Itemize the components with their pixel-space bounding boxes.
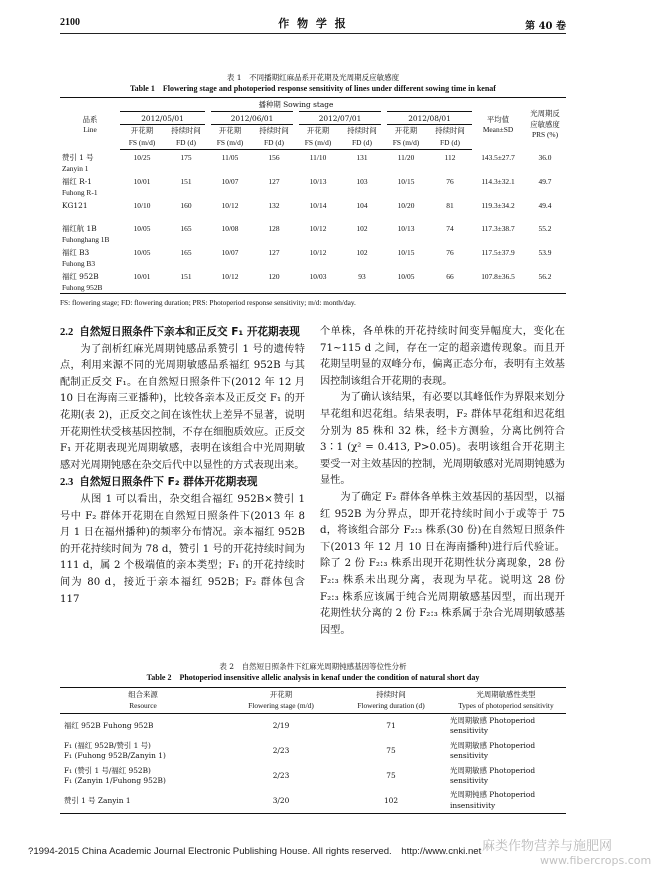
table2-cell-type: 光周期敏感 Photoperiod sensitivity: [450, 715, 536, 736]
table1-sub-fs-en: FS (m/d): [296, 137, 340, 150]
table1-cell-prs: 53.9: [538, 247, 552, 257]
table2-row: [60, 789, 566, 814]
table2-header-fd: 持续时间: [336, 688, 446, 701]
section-2-3-heading: 2.3 自然短日照条件下 F₂ 群体开花期表现: [60, 476, 258, 489]
table1-cell-fd: 76: [446, 247, 454, 257]
table2-cell-type: 光周期钝感 Photoperiod insensitivity: [446, 789, 566, 814]
table1-cell-fs: 10/07: [221, 247, 239, 257]
page-header: [60, 14, 566, 32]
table1-cell-fd: 132: [268, 200, 280, 210]
table1-sub-fd-en: FD (d): [340, 137, 384, 150]
table1-cell-fd: 151: [180, 176, 192, 186]
watermark-text: 麻类作物营养与施肥网: [482, 839, 613, 854]
table1-caption: [60, 72, 566, 94]
header-rule: [60, 33, 566, 34]
left-column: [60, 324, 305, 608]
table1-sub-fs-en: FS (m/d): [208, 137, 252, 150]
table1-cell-fs: 11/10: [309, 153, 327, 162]
table2-cell-fd: 102: [336, 789, 446, 814]
table1-cell-fs: 10/07: [221, 176, 239, 186]
table2-row: [60, 764, 566, 789]
table2-header-resource: 组合来源: [60, 688, 226, 701]
table1-cell-fd: 102: [356, 223, 368, 233]
table1-cell-fs: 10/12: [309, 247, 327, 257]
table2-header-fs: 开花期: [226, 688, 336, 701]
table1-row: [60, 198, 566, 221]
table1-cell-fs: 10/25: [133, 153, 151, 162]
table1-cell-fs: 10/12: [221, 271, 239, 281]
table1-cell-fs: 10/13: [397, 223, 415, 233]
table2-cell-type: 光周期敏感 Photoperiod sensitivity: [450, 765, 536, 785]
table1-cell-fd: 160: [180, 200, 192, 210]
table1-line-name: 福红 952B Fuhong 952B: [62, 271, 103, 292]
section-2-3-paragraph: 从图 1 可以看出，杂交组合福红 952B×赞引 1 号中 F₂ 群体开花期在自然短日照条件下(2013 年 8 月 1 日在福州播种)的频率分布情况。亲本福红 952B 的开花持续时间为 78 d，赞引 1 号的开花持续时间为 111 d，属 2 个极端值的亲本类型；F₁ 的开花持续时间为 80 d，接近于亲本福红 952B；F₂ 群体包含 117: [60, 493, 305, 605]
site-watermark: [482, 840, 651, 867]
table2-resource: F₁ (赞引 1 号/福红 952B) F₁ (Zanyin 1/Fuhong 952B): [64, 765, 166, 785]
table1-cell-mean: 117.3±38.7: [481, 223, 515, 233]
table2-cell-fs: 2/19: [272, 721, 290, 730]
table1-sub-fd-cn: 持续时间: [435, 126, 465, 135]
table1-sub-fd-en: FD (d): [252, 137, 296, 150]
table1-sub-fs-en: FS (m/d): [384, 137, 428, 150]
table1-cell-prs: 49.7: [538, 176, 552, 186]
table1-cell-fd: 120: [268, 271, 280, 281]
table2-resource: 福红 952B Fuhong 952B: [64, 721, 154, 730]
journal-name: 作 物 学 报: [278, 17, 348, 30]
table1-cell-fs: 10/14: [309, 200, 327, 210]
page-number: 2100: [60, 17, 80, 28]
table1-cell-fs: 11/20: [397, 153, 415, 162]
table1-cell-fd: 112: [444, 153, 456, 162]
table2-cell-fs: 2/23: [272, 770, 290, 780]
table2-cell-fs: 2/23: [272, 745, 290, 755]
table1-cell-fs: 10/20: [397, 200, 415, 210]
table1-sub-fd-cn: 持续时间: [171, 126, 201, 135]
table1-cell-fd: 66: [446, 271, 454, 281]
table1-cell-fd: 103: [356, 176, 368, 186]
table1-cell-fd: 104: [356, 200, 368, 210]
table2-row: [60, 714, 566, 739]
table1-cell-fs: 10/15: [397, 247, 415, 257]
table1-date-3: 2012/07/01: [296, 112, 384, 125]
table1-cell-fs: 10/12: [309, 223, 327, 233]
table1-header-sowing: 播种期 Sowing stage: [120, 98, 472, 112]
table2: [60, 687, 566, 814]
table1-sub-fs-cn: 开花期: [394, 126, 418, 135]
volume-label: 第 40 卷: [525, 21, 566, 32]
table1-cell-fs: 10/01: [133, 271, 151, 281]
table1-sub-fs-cn: 开花期: [130, 126, 154, 135]
table2-header-type-en: Types of photoperiod sensitivity: [446, 701, 566, 714]
table1-cell-fd: 128: [268, 223, 280, 233]
table2-cell-fd: 71: [386, 721, 396, 730]
section-2-2-heading: 2.2 自然短日照条件下亲本和正反交 F₁ 开花期表现: [60, 326, 300, 338]
table2-header-resource-en: Resource: [60, 701, 226, 714]
table1-cell-fd: 76: [446, 176, 454, 186]
copyright-footer: ?1994-2015 China Academic Journal Electronic Publishing House. All rights reserved. http://www.cnki.net: [28, 846, 482, 857]
table1-sub-fs-cn: 开花期: [218, 126, 242, 135]
table2-caption: [60, 661, 566, 683]
table1-cell-fd: 175: [180, 153, 192, 162]
table1-cell-mean: 117.5±37.9: [481, 247, 515, 257]
table1-cell-fd: 165: [180, 223, 192, 233]
table2-header-fs-en: Flowering stage (m/d): [226, 701, 336, 714]
table1-header-line: 品系 Line: [82, 114, 98, 134]
table1-cell-fs: 10/01: [133, 176, 151, 186]
table1-cell-fs: 10/05: [397, 271, 415, 281]
table2-row: [60, 739, 566, 764]
table1-cell-fs: 10/05: [133, 247, 151, 257]
table1-date-4: 2012/08/01: [384, 112, 472, 125]
table1-cell-fd: 151: [180, 271, 192, 281]
table2-cell-fd: 75: [386, 770, 396, 780]
table1-cell-prs: 49.4: [538, 200, 552, 210]
table1-cell-fs: 10/10: [133, 200, 151, 210]
table1-cell-mean: 119.3±34.2: [481, 200, 515, 210]
table1-row: [60, 174, 566, 198]
table1-cell-fd: 127: [268, 176, 280, 186]
table1-sub-fs-en: FS (m/d): [120, 137, 164, 150]
table1-line-name: KG121: [62, 200, 88, 210]
table1-caption-cn: 表 1 不同播期红麻品系开花期及光周期反应敏感度: [226, 73, 400, 82]
table1-cell-fd: 131: [356, 153, 368, 162]
table1-line-name: 福红 B3 Fuhong B3: [62, 247, 96, 268]
section-2-2-paragraph: 为了剖析红麻光周期钝感品系赞引 1 号的遗传特点，利用来源不同的光周期敏感品系福红 952B 与其配制正反交 F₁。在自然短日照条件下(2012 年 12 月 10 日在海南三亚播种)，比较各亲本及正反交 F₁ 的开花期(表 2)，正反交之间在该性状上差异不显著，说明开花期性状受核基因控制，不存在细胞质效应。正反交 F₁ 开花期表现光周期敏感，表明在该组合中光周期敏感对光周期钝感在杂交后代中以显性的方式表现出来。: [60, 343, 305, 471]
table2-resource: F₁ (福红 952B/赞引 1 号) F₁ (Fuhong 952B/Zanyin 1): [64, 740, 166, 760]
table1-cell-fs: 11/05: [221, 153, 239, 162]
watermark-url: www.fibercrops.com: [540, 854, 651, 867]
table2-caption-en: Table 2 Photoperiod insensitive allelic analysis in kenaf under the condition of natural short day: [146, 673, 480, 682]
right-column: [320, 324, 565, 639]
right-paragraph-1: 个单株，各单株的开花持续时间变异幅度大，变化在 71~115 d 之间，存在一定的超亲遗传现象。而且开花期呈明显的双峰分布，偏离正态分布，表明有主效基因控制该组合开花期的表现。: [320, 326, 565, 387]
table1-header-mean: 平均值 Mean±SD: [482, 114, 514, 134]
table1-date-2: 2012/06/01: [208, 112, 296, 125]
table1-cell-fs: 10/08: [221, 223, 239, 233]
table1-row: [60, 269, 566, 294]
table2-header-fd-en: Flowering duration (d): [336, 701, 446, 714]
table1-line-name: 赞引 1 号 Zanyin 1: [62, 152, 94, 173]
table1-cell-fs: 10/03: [309, 271, 327, 281]
table1-cell-fs: 10/05: [133, 223, 151, 233]
table1-cell-fd: 93: [358, 271, 366, 281]
table1-cell-mean: 107.8±36.5: [481, 271, 515, 281]
table1-note: FS: flowering stage; FD: flowering duration; PRS: Photoperiod response sensitivity; m/d: month/day.: [60, 298, 356, 307]
table1-cell-fd: 81: [446, 200, 454, 210]
table2-cell-type: 光周期敏感 Photoperiod sensitivity: [450, 740, 536, 760]
table1-cell-fs: 10/12: [221, 200, 239, 210]
table1-caption-en: Table 1 Flowering stage and photoperiod response sensitivity of lines under different sowing time in kenaf: [130, 84, 496, 93]
table1-sub-fd-cn: 持续时间: [347, 126, 377, 135]
table2-resource: 赞引 1 号 Zanyin 1: [60, 789, 226, 814]
table1-row: [60, 221, 566, 245]
table1-sub-fs-cn: 开花期: [306, 126, 330, 135]
table2-cell-fs: 3/20: [226, 789, 336, 814]
table1-sub-fd-en: FD (d): [164, 137, 208, 150]
table1-sub-fd-cn: 持续时间: [259, 126, 289, 135]
table2-header-type: 光周期敏感性类型: [446, 688, 566, 701]
table1-cell-prs: 36.0: [538, 152, 552, 162]
table1-cell-fd: 74: [446, 223, 454, 233]
table1-line-name: 福红 R-1 Fuhong R-1: [62, 176, 98, 197]
table1-row: [60, 245, 566, 269]
table1-cell-fs: 10/13: [309, 176, 327, 186]
table2-caption-cn: 表 2 自然短日照条件下红麻光周期钝感基因等位性分析: [219, 662, 407, 671]
table1-cell-prs: 56.2: [538, 271, 552, 281]
table1-header-prs: 光周期反 应敏感度 PRS (%): [530, 109, 560, 140]
right-paragraph-3: 为了确定 F₂ 群体各单株主效基因的基因型，以福红 952B 为分界点，即开花持续时间小于或等于 75 d，将该组合部分 F₂:₃ 株系(30 份)在自然短日照条件下(2013 年 12 月 10 日在海南播种)进行后代验证。除了 2 份 F₂:₃ 株系出现开花期性状分离现象，28 份 F₂:₃ 株系未出现分离，表现为早花。说明这 28 份 F₂:₃ 株系应该属于纯合光周期敏感基因型，而出现开花期性状分离的 2 份 F₂:₃ 株系属于杂合光周期敏感基因型。: [320, 491, 565, 636]
table1-sub-fd-en: FD (d): [428, 137, 472, 150]
table2-cell-fd: 75: [386, 745, 396, 755]
table1-cell-mean: 143.5±27.7: [481, 152, 515, 162]
table1-cell-prs: 55.2: [538, 223, 552, 233]
table1-date-1: 2012/05/01: [120, 112, 208, 125]
table1: [60, 97, 566, 294]
table1-cell-fd: 102: [356, 247, 368, 257]
table1-line-name: 福红航 1B Fuhonghang 1B: [62, 223, 110, 244]
table1-cell-fd: 127: [268, 247, 280, 257]
table1-cell-fd: 156: [268, 153, 280, 162]
table1-cell-fd: 165: [180, 247, 192, 257]
table1-row: [60, 150, 566, 174]
table1-cell-mean: 114.3±32.1: [481, 176, 515, 186]
right-paragraph-2: 为了确认该结果，有必要以其峰低作为界限来划分早花组和迟花组。结果表明，F₂ 群体早花组和迟花组分别为 85 株和 32 株，经卡方测验，分离比例符合 3∶1 (χ² = 0.413, P>0.05)。表明该组合开花期主要受一对主效基因的控制，光周期敏感对光周期钝感为显性。: [320, 392, 565, 487]
table1-cell-fs: 10/15: [397, 176, 415, 186]
